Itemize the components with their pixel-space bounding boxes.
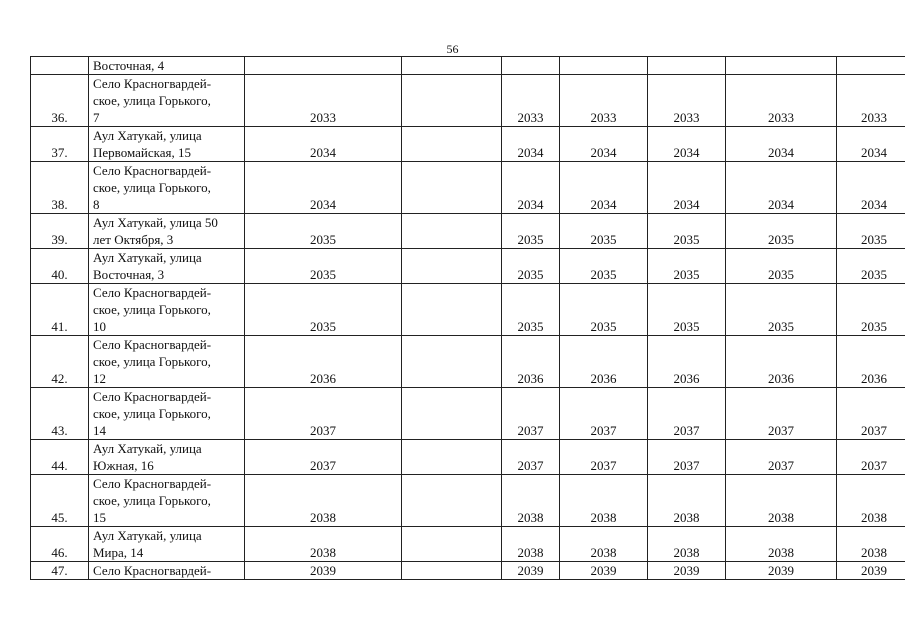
year-col-7: 2039 [837, 562, 905, 580]
year-col-1: 2038 [245, 475, 402, 527]
table-body [31, 57, 905, 580]
year-col-6: 2033 [726, 75, 837, 127]
year-col-5: 2038 [648, 475, 726, 527]
table-row [31, 562, 905, 580]
year-col-7: 2038 [837, 475, 905, 527]
address-cell: Восточная, 4 [89, 57, 245, 75]
year-col-4: 2034 [560, 127, 648, 162]
year-col-6: 2034 [726, 162, 837, 214]
year-col-5: 2037 [648, 440, 726, 475]
year-col-6: 2035 [726, 214, 837, 249]
year-col-6: 2039 [726, 562, 837, 580]
table-row [31, 336, 905, 388]
year-col-6 [726, 57, 837, 75]
year-col-1 [245, 57, 402, 75]
year-col-5: 2035 [648, 214, 726, 249]
year-col-1: 2036 [245, 336, 402, 388]
year-col-3: 2033 [502, 75, 560, 127]
year-col-7: 2037 [837, 388, 905, 440]
row-number: 37. [31, 127, 89, 162]
year-col-6: 2037 [726, 440, 837, 475]
year-col-3: 2035 [502, 249, 560, 284]
year-col-4: 2034 [560, 162, 648, 214]
address-cell: Аул Хатукай, улица Мира, 14 [89, 527, 245, 562]
year-col-4: 2037 [560, 440, 648, 475]
year-col-2 [402, 162, 502, 214]
row-number: 44. [31, 440, 89, 475]
year-col-1: 2037 [245, 440, 402, 475]
year-col-5: 2039 [648, 562, 726, 580]
year-col-4: 2035 [560, 249, 648, 284]
year-col-6: 2038 [726, 475, 837, 527]
year-col-7: 2037 [837, 440, 905, 475]
row-number: 42. [31, 336, 89, 388]
year-col-5: 2035 [648, 249, 726, 284]
year-col-2 [402, 127, 502, 162]
year-col-4: 2036 [560, 336, 648, 388]
address-cell: Село Красногвардей- ское, улица Горького, 15 [89, 475, 245, 527]
table-row [31, 284, 905, 336]
table-row [31, 527, 905, 562]
year-col-7: 2035 [837, 284, 905, 336]
year-col-2 [402, 57, 502, 75]
year-col-2 [402, 284, 502, 336]
year-col-1: 2035 [245, 214, 402, 249]
year-col-5: 2035 [648, 284, 726, 336]
year-col-3: 2035 [502, 284, 560, 336]
row-number: 43. [31, 388, 89, 440]
row-number: 36. [31, 75, 89, 127]
row-number: 46. [31, 527, 89, 562]
table-row [31, 475, 905, 527]
address-cell: Аул Хатукай, улица Первомайская, 15 [89, 127, 245, 162]
year-col-1: 2037 [245, 388, 402, 440]
table-row [31, 440, 905, 475]
year-col-3: 2035 [502, 214, 560, 249]
year-col-5: 2033 [648, 75, 726, 127]
year-col-7 [837, 57, 905, 75]
year-col-4: 2038 [560, 527, 648, 562]
row-number: 40. [31, 249, 89, 284]
year-col-6: 2038 [726, 527, 837, 562]
address-cell: Аул Хатукай, улица 50 лет Октября, 3 [89, 214, 245, 249]
document-table [30, 56, 905, 580]
year-col-2 [402, 336, 502, 388]
address-cell: Село Красногвардей- [89, 562, 245, 580]
year-col-3: 2038 [502, 527, 560, 562]
year-col-5: 2037 [648, 388, 726, 440]
year-col-4: 2035 [560, 214, 648, 249]
year-col-5 [648, 57, 726, 75]
year-col-5: 2036 [648, 336, 726, 388]
table-row [31, 249, 905, 284]
year-col-7: 2036 [837, 336, 905, 388]
year-col-3: 2034 [502, 162, 560, 214]
address-cell: Село Красногвардей- ское, улица Горького, 7 [89, 75, 245, 127]
year-col-6: 2037 [726, 388, 837, 440]
year-col-3: 2037 [502, 440, 560, 475]
year-col-1: 2034 [245, 127, 402, 162]
year-col-6: 2034 [726, 127, 837, 162]
year-col-3: 2036 [502, 336, 560, 388]
year-col-6: 2035 [726, 249, 837, 284]
row-number: 38. [31, 162, 89, 214]
year-col-3: 2039 [502, 562, 560, 580]
year-col-4: 2037 [560, 388, 648, 440]
year-col-7: 2034 [837, 127, 905, 162]
row-number [31, 57, 89, 75]
table-row [31, 57, 905, 75]
year-col-2 [402, 562, 502, 580]
table-row [31, 75, 905, 127]
address-cell: Село Красногвардей- ское, улица Горького, 10 [89, 284, 245, 336]
year-col-4: 2039 [560, 562, 648, 580]
year-col-1: 2039 [245, 562, 402, 580]
year-col-3: 2038 [502, 475, 560, 527]
address-cell: Аул Хатукай, улица Восточная, 3 [89, 249, 245, 284]
year-col-4: 2033 [560, 75, 648, 127]
year-col-7: 2038 [837, 527, 905, 562]
year-col-1: 2035 [245, 249, 402, 284]
table-row [31, 214, 905, 249]
year-col-2 [402, 75, 502, 127]
row-number: 39. [31, 214, 89, 249]
year-col-2 [402, 249, 502, 284]
year-col-3: 2037 [502, 388, 560, 440]
year-col-7: 2035 [837, 249, 905, 284]
year-col-1: 2033 [245, 75, 402, 127]
address-cell: Село Красногвардей- ское, улица Горького, 12 [89, 336, 245, 388]
year-col-1: 2038 [245, 527, 402, 562]
page-number: 56 [446, 42, 459, 56]
year-col-4: 2038 [560, 475, 648, 527]
year-col-2 [402, 388, 502, 440]
year-col-7: 2033 [837, 75, 905, 127]
year-col-3 [502, 57, 560, 75]
row-number: 45. [31, 475, 89, 527]
year-col-3: 2034 [502, 127, 560, 162]
year-col-7: 2035 [837, 214, 905, 249]
year-col-6: 2036 [726, 336, 837, 388]
year-col-5: 2038 [648, 527, 726, 562]
table-row [31, 127, 905, 162]
year-col-1: 2035 [245, 284, 402, 336]
year-col-1: 2034 [245, 162, 402, 214]
address-cell: Село Красногвардей- ское, улица Горького, 14 [89, 388, 245, 440]
year-col-4 [560, 57, 648, 75]
year-col-4: 2035 [560, 284, 648, 336]
row-number: 47. [31, 562, 89, 580]
row-number: 41. [31, 284, 89, 336]
year-col-2 [402, 475, 502, 527]
year-col-2 [402, 440, 502, 475]
table-row [31, 388, 905, 440]
year-col-5: 2034 [648, 127, 726, 162]
year-col-2 [402, 527, 502, 562]
address-cell: Село Красногвардей- ское, улица Горького, 8 [89, 162, 245, 214]
year-col-2 [402, 214, 502, 249]
year-col-5: 2034 [648, 162, 726, 214]
year-col-6: 2035 [726, 284, 837, 336]
year-col-7: 2034 [837, 162, 905, 214]
address-cell: Аул Хатукай, улица Южная, 16 [89, 440, 245, 475]
table-row [31, 162, 905, 214]
